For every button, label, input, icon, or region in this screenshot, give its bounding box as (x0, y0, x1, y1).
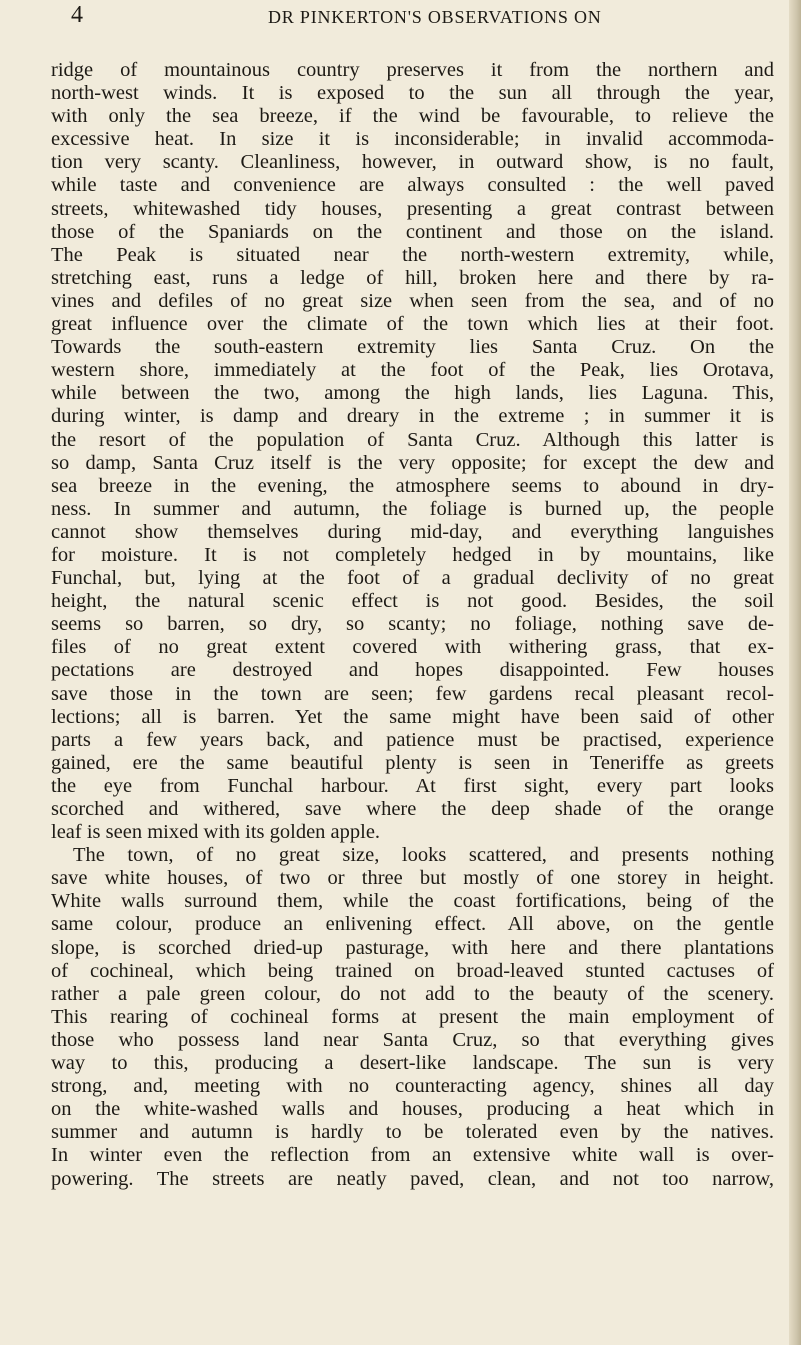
text-line: vines and defiles of no great size when seen from the sea, and of no (51, 289, 774, 312)
text-line: summer and autumn is hardly to be tolerated even by the natives. (51, 1121, 774, 1144)
text-line: way to this, producing a desert-like landscape. The sun is very (51, 1052, 774, 1075)
text-line: scorched and withered, save where the deep shade of the orange (51, 798, 774, 820)
text-line: cannot show themselves during mid-day, and everything languishes (51, 520, 774, 543)
text-line: leaf is seen mixed with its golden apple. (51, 821, 381, 844)
text-line: powering. The streets are neatly paved, clean, and not too narrow, (51, 1167, 774, 1190)
text-line: This rearing of cochineal forms at present the main employment of (51, 1005, 774, 1028)
text-line: on the white-washed walls and houses, producing a heat which in (51, 1098, 774, 1121)
text-line: strong, and, meeting with no counteracting agency, shines all day (51, 1075, 774, 1098)
text-line: sea breeze in the evening, the atmosphere seems to abound in dry- (51, 474, 774, 497)
paragraph-first-line: The town, of no great size, looks scattered, and presents nothing (73, 844, 774, 867)
text-line: seems so barren, so dry, so scanty; no foliage, nothing save de- (51, 613, 774, 636)
text-line: files of no great extent covered with withering grass, that ex- (51, 636, 774, 659)
text-line: save white houses, of two or three but mostly of one storey in height. (51, 867, 774, 890)
body-text (51, 59, 774, 1191)
text-line: the eye from Funchal harbour. At first sight, every part looks (51, 774, 774, 797)
text-line: stretching east, runs a ledge of hill, broken here and there by ra- (51, 266, 774, 289)
text-line: western shore, immediately at the foot of the Peak, lies Orotava, (51, 359, 774, 382)
text-line: slope, is scorched dried-up pasturage, with here and there plantations (51, 936, 774, 959)
text-line: tion very scanty. Cleanliness, however, in outward show, is no fault, (51, 151, 774, 174)
text-line: so damp, Santa Cruz itself is the very opposite; for except the dew and (51, 451, 774, 474)
text-line: The Peak is situated near the north-western extremity, while, (51, 243, 774, 266)
text-line: those who possess land near Santa Cruz, so that everything gives (51, 1028, 774, 1051)
text-line: excessive heat. In size it is inconsiderable; in invalid accommoda- (51, 128, 774, 151)
text-line: height, the natural scenic effect is not good. Besides, the soil (51, 590, 774, 613)
text-line: with only the sea breeze, if the wind be favourable, to relieve the (51, 105, 774, 128)
text-line: great influence over the climate of the town which lies at their foot. (51, 313, 774, 336)
text-line: same colour, produce an enlivening effect. All above, on the gentle (51, 913, 774, 936)
text-line: ness. In summer and autumn, the foliage is burned up, the people (51, 497, 774, 520)
text-line: Funchal, but, lying at the foot of a gradual declivity of no great (51, 567, 774, 590)
text-line: In winter even the reflection from an extensive white wall is over- (51, 1144, 774, 1167)
text-line: streets, whitewashed tidy houses, presenting a great contrast between (51, 197, 774, 220)
text-line: gained, ere the same beautiful plenty is seen in Teneriffe as greets (51, 751, 774, 774)
text-line: for moisture. It is not completely hedged in by mountains, like (51, 543, 774, 566)
page-header (0, 2, 801, 42)
text-line: rather a pale green colour, do not add to the beauty of the scenery. (51, 982, 774, 1005)
text-line: the resort of the population of Santa Cruz. Although this latter is (51, 428, 774, 451)
page-number: 4 (71, 2, 83, 28)
text-line: lections; all is barren. Yet the same might have been said of other (51, 705, 774, 728)
text-line: White walls surround them, while the coast fortifications, being of the (51, 890, 774, 913)
text-line: parts a few years back, and patience must be practised, experience (51, 728, 774, 751)
text-line: ridge of mountainous country preserves it from the northern and (51, 59, 774, 81)
page-edge (789, 0, 801, 1345)
text-line: those of the Spaniards on the continent and those on the island. (51, 220, 774, 243)
running-head: DR PINKERTON'S OBSERVATIONS ON (268, 7, 602, 27)
text-line: of cochineal, which being trained on broad-leaved stunted cactuses of (51, 959, 774, 982)
text-line: during winter, is damp and dreary in the extreme ; in summer it is (51, 405, 774, 428)
text-line: pectations are destroyed and hopes disappointed. Few houses (51, 659, 774, 682)
text-line: save those in the town are seen; few gardens recal pleasant recol- (51, 682, 774, 705)
text-line: Towards the south-eastern extremity lies Santa Cruz. On the (51, 336, 774, 359)
text-line: while between the two, among the high lands, lies Laguna. This, (51, 382, 774, 405)
text-line: north-west winds. It is exposed to the sun all through the year, (51, 82, 774, 105)
text-line: while taste and convenience are always consulted : the well paved (51, 174, 774, 197)
